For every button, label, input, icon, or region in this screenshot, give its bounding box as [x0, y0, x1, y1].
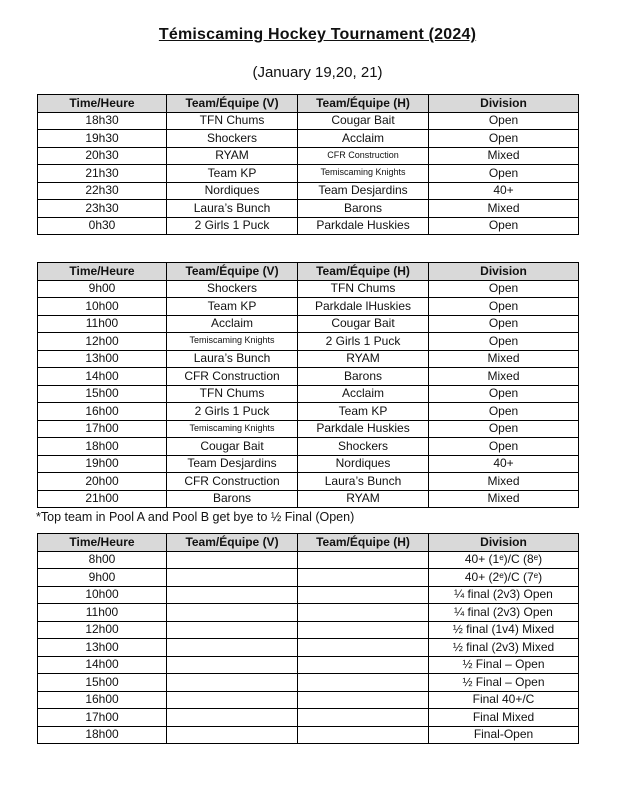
- table-row: [38, 438, 579, 456]
- time-cell: 11h00: [38, 315, 167, 333]
- home-team-cell: Temiscaming Knights: [298, 165, 429, 183]
- visitor-team-cell: [167, 604, 298, 622]
- division-cell: ¼ final (2v3) Open: [429, 586, 579, 604]
- visitor-team-cell: TFN Chums: [167, 385, 298, 403]
- table-row: [38, 280, 579, 298]
- table-row: [38, 333, 579, 351]
- table-row: [38, 604, 579, 622]
- visitor-team-cell: Team KP: [167, 165, 298, 183]
- visitor-team-cell: [167, 656, 298, 674]
- division-cell: Open: [429, 420, 579, 438]
- visitor-team-cell: [167, 691, 298, 709]
- division-cell: Open: [429, 280, 579, 298]
- visitor-team-cell: Laura’s Bunch: [167, 200, 298, 218]
- header-row: [38, 95, 579, 113]
- table-row: [38, 551, 579, 569]
- table-row: [38, 639, 579, 657]
- time-cell: 9h00: [38, 280, 167, 298]
- time-cell: 14h00: [38, 656, 167, 674]
- time-cell: 8h00: [38, 551, 167, 569]
- table-row: [38, 709, 579, 727]
- home-team-cell: [298, 604, 429, 622]
- division-cell: Mixed: [429, 368, 579, 386]
- home-team-cell: [298, 709, 429, 727]
- document-subtitle: (January 19,20, 21): [252, 64, 383, 81]
- time-cell: 12h00: [38, 621, 167, 639]
- time-cell: 22h30: [38, 182, 167, 200]
- home-team-cell: RYAM: [298, 350, 429, 368]
- visitor-team-cell: Temiscaming Knights: [167, 420, 298, 438]
- visitor-team-cell: Shockers: [167, 130, 298, 148]
- division-cell: ½ Final – Open: [429, 674, 579, 692]
- division-cell: 40+: [429, 455, 579, 473]
- division-cell: ½ final (2v3) Mixed: [429, 639, 579, 657]
- division-cell: Open: [429, 315, 579, 333]
- division-cell: Open: [429, 217, 579, 235]
- document-title: Témiscaming Hockey Tournament (2024): [158, 26, 477, 43]
- time-cell: 17h00: [38, 420, 167, 438]
- table-row: [38, 691, 579, 709]
- column-header: Team/Équipe (H): [298, 534, 429, 552]
- time-cell: 16h00: [38, 691, 167, 709]
- division-cell: Final 40+/C: [429, 691, 579, 709]
- visitor-team-cell: TFN Chums: [167, 112, 298, 130]
- table-row: [38, 315, 579, 333]
- division-cell: Final-Open: [429, 726, 579, 744]
- header-row: [38, 263, 579, 281]
- home-team-cell: CFR Construction: [298, 147, 429, 165]
- time-cell: 12h00: [38, 333, 167, 351]
- home-team-cell: [298, 569, 429, 587]
- visitor-team-cell: Cougar Bait: [167, 438, 298, 456]
- visitor-team-cell: Shockers: [167, 280, 298, 298]
- division-cell: Open: [429, 438, 579, 456]
- column-header: Team/Équipe (H): [298, 95, 429, 113]
- column-header: Time/Heure: [38, 263, 167, 281]
- schedule-table-playoffs: [37, 533, 579, 744]
- visitor-team-cell: [167, 569, 298, 587]
- division-cell: Open: [429, 385, 579, 403]
- home-team-cell: Acclaim: [298, 130, 429, 148]
- time-cell: 19h30: [38, 130, 167, 148]
- table-row: [38, 674, 579, 692]
- visitor-team-cell: Team Desjardins: [167, 455, 298, 473]
- time-cell: 18h00: [38, 438, 167, 456]
- division-cell: ½ Final – Open: [429, 656, 579, 674]
- column-header: Time/Heure: [38, 95, 167, 113]
- table-row: [38, 403, 579, 421]
- home-team-cell: [298, 639, 429, 657]
- time-cell: 23h30: [38, 200, 167, 218]
- home-team-cell: 2 Girls 1 Puck: [298, 333, 429, 351]
- time-cell: 18h30: [38, 112, 167, 130]
- table-row: [38, 112, 579, 130]
- visitor-team-cell: Acclaim: [167, 315, 298, 333]
- table-row: [38, 165, 579, 183]
- home-team-cell: [298, 551, 429, 569]
- column-header: Team/Équipe (V): [167, 263, 298, 281]
- home-team-cell: [298, 656, 429, 674]
- header-row: [38, 534, 579, 552]
- home-team-cell: [298, 691, 429, 709]
- visitor-team-cell: [167, 551, 298, 569]
- column-header: Time/Heure: [38, 534, 167, 552]
- division-cell: Mixed: [429, 200, 579, 218]
- home-team-cell: Cougar Bait: [298, 112, 429, 130]
- table-row: [38, 182, 579, 200]
- home-team-cell: [298, 621, 429, 639]
- home-team-cell: RYAM: [298, 490, 429, 508]
- time-cell: 20h00: [38, 473, 167, 491]
- home-team-cell: Cougar Bait: [298, 315, 429, 333]
- table-row: [38, 130, 579, 148]
- table-row: [38, 200, 579, 218]
- division-cell: Final Mixed: [429, 709, 579, 727]
- visitor-team-cell: [167, 674, 298, 692]
- time-cell: 15h00: [38, 385, 167, 403]
- schedule-table-night1: [37, 94, 579, 235]
- schedule-table-day2: [37, 262, 579, 508]
- visitor-team-cell: 2 Girls 1 Puck: [167, 403, 298, 421]
- time-cell: 20h30: [38, 147, 167, 165]
- visitor-team-cell: Barons: [167, 490, 298, 508]
- home-team-cell: Team Desjardins: [298, 182, 429, 200]
- table-row: [38, 350, 579, 368]
- time-cell: 11h00: [38, 604, 167, 622]
- division-cell: Open: [429, 112, 579, 130]
- home-team-cell: Laura’s Bunch: [298, 473, 429, 491]
- home-team-cell: Parkdale Huskies: [298, 217, 429, 235]
- time-cell: 21h00: [38, 490, 167, 508]
- visitor-team-cell: CFR Construction: [167, 473, 298, 491]
- home-team-cell: Barons: [298, 368, 429, 386]
- division-cell: Open: [429, 165, 579, 183]
- time-cell: 10h00: [38, 298, 167, 316]
- column-header: Division: [429, 534, 579, 552]
- time-cell: 13h00: [38, 350, 167, 368]
- division-cell: Mixed: [429, 490, 579, 508]
- visitor-team-cell: RYAM: [167, 147, 298, 165]
- visitor-team-cell: [167, 639, 298, 657]
- home-team-cell: [298, 586, 429, 604]
- division-cell: Mixed: [429, 473, 579, 491]
- visitor-team-cell: [167, 709, 298, 727]
- division-cell: ½ final (1v4) Mixed: [429, 621, 579, 639]
- division-cell: 40+: [429, 182, 579, 200]
- table-row: [38, 420, 579, 438]
- time-cell: 19h00: [38, 455, 167, 473]
- table-row: [38, 726, 579, 744]
- column-header: Team/Équipe (H): [298, 263, 429, 281]
- visitor-team-cell: Temiscaming Knights: [167, 333, 298, 351]
- time-cell: 14h00: [38, 368, 167, 386]
- visitor-team-cell: [167, 726, 298, 744]
- home-team-cell: [298, 726, 429, 744]
- table-row: [38, 147, 579, 165]
- division-cell: 40+ (2ᵉ)/C (7ᵉ): [429, 569, 579, 587]
- time-cell: 9h00: [38, 569, 167, 587]
- time-cell: 15h00: [38, 674, 167, 692]
- table-row: [38, 217, 579, 235]
- table-row: [38, 368, 579, 386]
- visitor-team-cell: Nordiques: [167, 182, 298, 200]
- division-cell: Open: [429, 403, 579, 421]
- time-cell: 18h00: [38, 726, 167, 744]
- home-team-cell: Parkdale Huskies: [298, 420, 429, 438]
- time-cell: 17h00: [38, 709, 167, 727]
- home-team-cell: Parkdale lHuskies: [298, 298, 429, 316]
- home-team-cell: Nordiques: [298, 455, 429, 473]
- time-cell: 0h30: [38, 217, 167, 235]
- table-row: [38, 586, 579, 604]
- division-cell: ¼ final (2v3) Open: [429, 604, 579, 622]
- home-team-cell: Shockers: [298, 438, 429, 456]
- home-team-cell: Acclaim: [298, 385, 429, 403]
- table-row: [38, 569, 579, 587]
- table-row: [38, 298, 579, 316]
- home-team-cell: TFN Chums: [298, 280, 429, 298]
- visitor-team-cell: [167, 621, 298, 639]
- visitor-team-cell: Laura’s Bunch: [167, 350, 298, 368]
- visitor-team-cell: 2 Girls 1 Puck: [167, 217, 298, 235]
- division-cell: 40+ (1ᵉ)/C (8ᵉ): [429, 551, 579, 569]
- division-cell: Open: [429, 333, 579, 351]
- home-team-cell: Team KP: [298, 403, 429, 421]
- table-row: [38, 490, 579, 508]
- table-row: [38, 656, 579, 674]
- pool-bye-note: *Top team in Pool A and Pool B get bye to ½ Final (Open): [36, 510, 355, 524]
- visitor-team-cell: Team KP: [167, 298, 298, 316]
- column-header: Division: [429, 263, 579, 281]
- home-team-cell: Barons: [298, 200, 429, 218]
- time-cell: 13h00: [38, 639, 167, 657]
- division-cell: Mixed: [429, 147, 579, 165]
- table-row: [38, 455, 579, 473]
- visitor-team-cell: [167, 586, 298, 604]
- time-cell: 21h30: [38, 165, 167, 183]
- time-cell: 10h00: [38, 586, 167, 604]
- home-team-cell: [298, 674, 429, 692]
- table-row: [38, 473, 579, 491]
- division-cell: Mixed: [429, 350, 579, 368]
- column-header: Team/Équipe (V): [167, 534, 298, 552]
- division-cell: Open: [429, 298, 579, 316]
- column-header: Team/Équipe (V): [167, 95, 298, 113]
- table-row: [38, 621, 579, 639]
- time-cell: 16h00: [38, 403, 167, 421]
- visitor-team-cell: CFR Construction: [167, 368, 298, 386]
- table-row: [38, 385, 579, 403]
- column-header: Division: [429, 95, 579, 113]
- division-cell: Open: [429, 130, 579, 148]
